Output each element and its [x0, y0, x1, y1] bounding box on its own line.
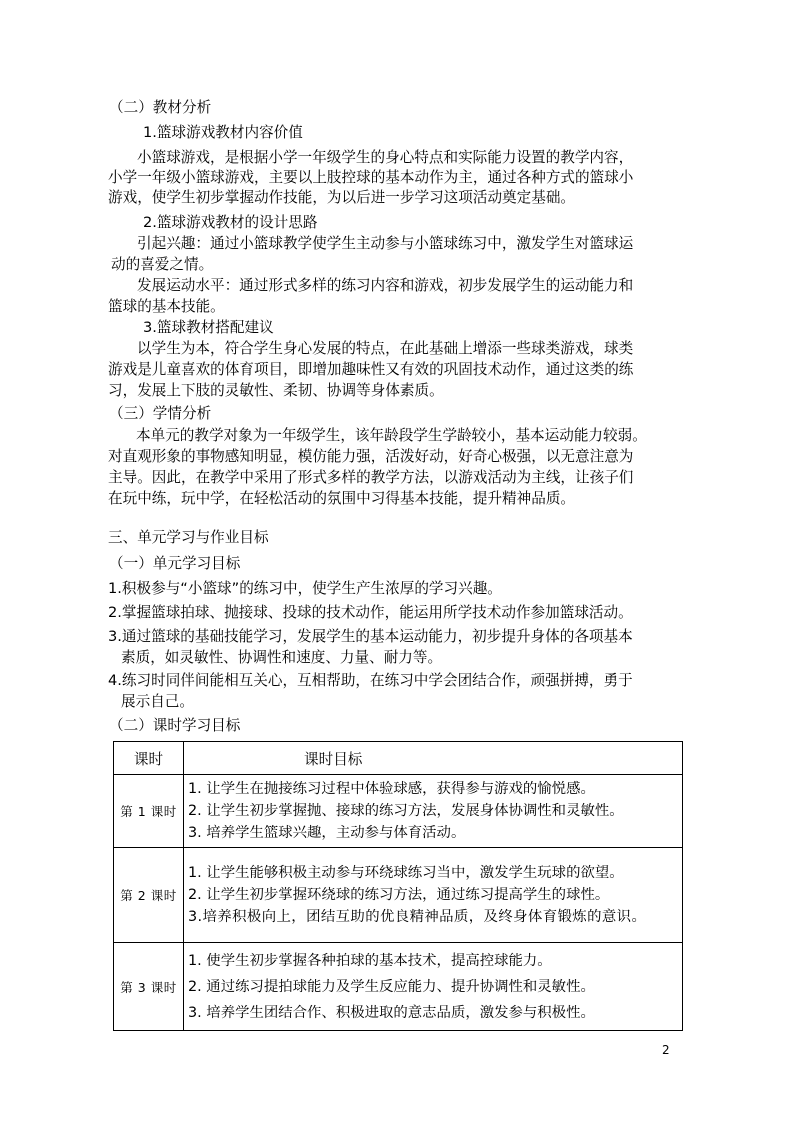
- goal-item-continuation: 展示自己。: [121, 693, 194, 710]
- paragraph-line: 引起兴趣：通过小篮球教学使学生主动参与小篮球练习中，激发学生对篮球运: [137, 235, 634, 252]
- chapter-heading-unit-goals: 三、单元学习与作业目标: [108, 529, 269, 546]
- goal-line: 2. 通过练习提拍球能力及学生反应能力、提升协调性和灵敏性。: [188, 978, 595, 995]
- paragraph-line: 对直观形象的事物感知明显，模仿能力强，活泼好动，好奇心极强，以无意注意为: [108, 448, 634, 465]
- section-heading-textbook-analysis: （二）教材分析: [109, 99, 212, 116]
- paragraph-line: 篮球的基本技能。: [108, 298, 225, 315]
- goal-line: 1. 让学生在抛接练习过程中体验球感，获得参与游戏的愉悦感。: [188, 781, 595, 797]
- paragraph-line: 游戏，使学生初步掌握动作技能，为以后进一步学习这项活动奠定基础。: [108, 189, 576, 206]
- goal-item-continuation: 素质，如灵敏性、协调性和速度、力量、耐力等。: [121, 649, 443, 666]
- subheading-pairing-advice: 3.篮球教材搭配建议: [143, 319, 274, 336]
- table-row: [114, 848, 683, 943]
- header-lesson: 课时: [114, 742, 184, 775]
- paragraph-line: 游戏是儿童喜欢的体育项目，即增加趣味性又有效的巩固技术动作，通过这类的练: [108, 361, 634, 378]
- paragraph-line: 小篮球游戏，是根据小学一年级学生的身心特点和实际能力设置的教学内容，: [137, 149, 634, 166]
- goals-cell: [184, 775, 683, 848]
- goal-line: 3.培养积极向上，团结互助的优良精神品质，及终身体育锻炼的意识。: [188, 909, 647, 925]
- paragraph-line: 小学一年级小篮球游戏，主要以上肢控球的基本动作为主，通过各种方式的篮球小: [108, 169, 634, 186]
- goal-item: 1.积极参与“小篮球”的练习中，使学生产生浓厚的学习兴趣。: [108, 580, 502, 597]
- section-heading-unit-learning-goals: （一）单元学习目标: [109, 555, 241, 572]
- goal-line: 1. 使学生初步掌握各种拍球的基本技术，提高控球能力。: [188, 952, 552, 969]
- subheading-design-idea: 2.篮球游戏教材的设计思路: [143, 214, 318, 231]
- goal-line: 2. 让学生初步掌握抛、接球的练习方法，发展身体协调性和灵敏性。: [188, 803, 624, 819]
- goals-cell: [184, 943, 683, 1031]
- goal-item: 3.通过篮球的基础技能学习，发展学生的基本运动能力，初步提升身体的各项基本: [108, 628, 633, 645]
- lesson-cell: 第 3 课时: [114, 943, 184, 1031]
- paragraph-line: 在玩中练，玩中学，在轻松活动的氛围中习得基本技能，提升精神品质。: [108, 490, 576, 507]
- lesson-cell: 第 1 课时: [114, 775, 184, 848]
- header-lesson-goals: 课时目标: [184, 742, 683, 775]
- goal-item: 2.掌握篮球拍球、抛接球、投球的技术动作，能运用所学技术动作参加篮球活动。: [108, 604, 633, 621]
- page-number: 2: [662, 1043, 670, 1057]
- goals-cell: [184, 848, 683, 943]
- table-row: [114, 943, 683, 1031]
- goal-line: 2. 让学生初步掌握环绕球的练习方法，通过练习提高学生的球性。: [188, 887, 610, 903]
- paragraph-line: 本单元的教学对象为一年级学生，该年龄段学生学龄较小，基本运动能力较弱。: [136, 427, 647, 444]
- goal-line: 3. 培养学生团结合作、积极进取的意志品质，激发参与积极性。: [188, 1004, 595, 1021]
- goal-item: 4.练习时同伴间能相互关心，互相帮助，在练习中学会团结合作，顽强拼搏，勇于: [108, 672, 633, 689]
- goal-line: 1. 让学生能够积极主动参与环绕球练习当中，激发学生玩球的欲望。: [188, 865, 624, 881]
- lesson-goals-table: [113, 741, 683, 1031]
- paragraph-line: 发展运动水平：通过形式多样的练习内容和游戏，初步发展学生的运动能力和: [137, 277, 634, 294]
- section-heading-lesson-goals: （二）课时学习目标: [109, 717, 241, 734]
- paragraph-line: 习，发展上下肢的灵敏性、柔韧、协调等身体素质。: [108, 382, 444, 399]
- table-header-row: [114, 742, 683, 775]
- lesson-cell: 第 2 课时: [114, 848, 184, 943]
- subheading-content-value: 1.篮球游戏教材内容价值: [143, 124, 303, 141]
- table-row: [114, 775, 683, 848]
- goal-line: 3. 培养学生篮球兴趣，主动参与体育活动。: [188, 825, 466, 841]
- paragraph-line: 动的喜爱之情。: [111, 256, 214, 273]
- section-heading-learner-analysis: （三）学情分析: [109, 405, 212, 422]
- paragraph-line: 主导。因此，在教学中采用了形式多样的教学方法，以游戏活动为主线，让孩子们: [108, 469, 634, 486]
- paragraph-line: 以学生为本，符合学生身心发展的特点，在此基础上增添一些球类游戏，球类: [137, 340, 634, 357]
